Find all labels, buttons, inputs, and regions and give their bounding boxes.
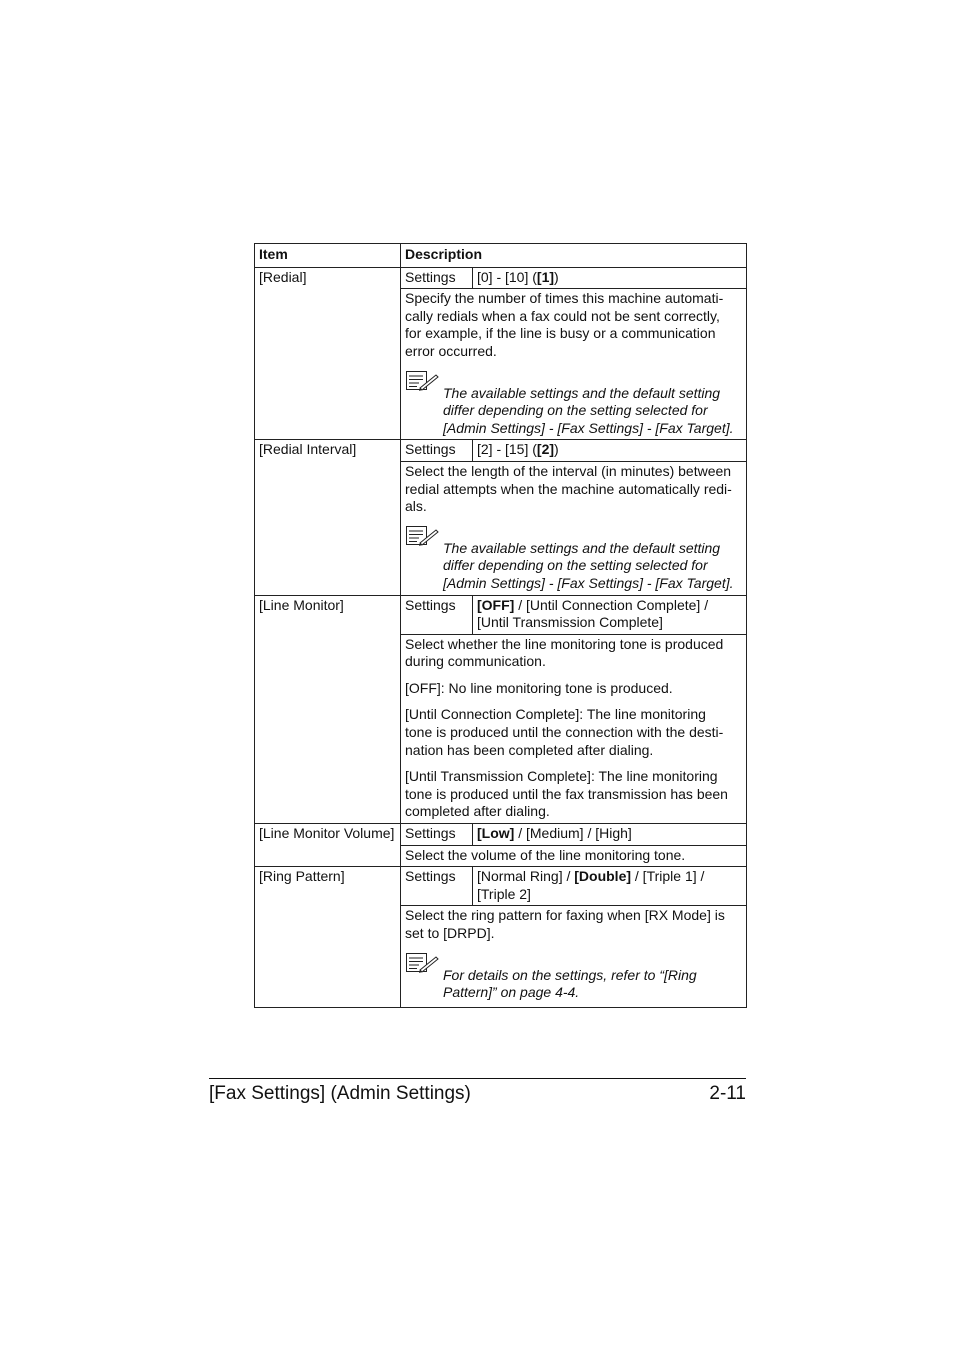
settings-label: Settings <box>401 595 473 634</box>
table-row <box>255 824 747 846</box>
description-text: Select whether the line monitoring tone is produced during communication. <box>405 635 724 670</box>
note-pencil-icon <box>405 952 443 974</box>
note-text: The available settings and the default setting differ depending on the setting selected for [Admin Settings] - [Fax Settings] - [Fax Target]. <box>443 539 734 591</box>
description-text: Select the volume of the line monitoring tone. <box>405 846 686 863</box>
item-name-redial: [Redial] <box>255 267 401 440</box>
description-cell <box>401 634 747 823</box>
note <box>405 370 742 438</box>
settings-table <box>254 243 747 1008</box>
note-pencil-icon <box>405 525 443 547</box>
item-name-redial-interval: [Redial Interval] <box>255 440 401 595</box>
description-cell <box>401 461 747 595</box>
description-cell <box>401 289 747 440</box>
item-name-line-monitor-volume: [Line Monitor Volume] <box>255 824 401 867</box>
settings-value: [2] - [15] ([2]) <box>473 440 747 462</box>
item-name-line-monitor: [Line Monitor] <box>255 595 401 824</box>
description-cell <box>401 845 747 867</box>
note <box>405 525 742 593</box>
settings-value: [Low] / [Medium] / [High] <box>473 824 747 846</box>
footer-section-title: [Fax Settings] (Admin Settings) <box>209 1083 471 1104</box>
table-row <box>255 595 747 634</box>
description-cell <box>401 906 747 1007</box>
table-header-row <box>255 244 747 268</box>
description-text: [Until Connection Complete]: The line monitoring tone is produced until the connection with the desti- nation has been completed after dialing. <box>405 706 724 758</box>
footer-page-number: 2-11 <box>709 1083 746 1104</box>
item-name-ring-pattern: [Ring Pattern] <box>255 867 401 1008</box>
column-header-description: Description <box>401 244 747 268</box>
description-text: Specify the number of times this machine automati- cally redials when a fax could not be sent correctly, for example, if the line is busy or a communication error occurred. <box>405 290 724 359</box>
table-row <box>255 440 747 462</box>
table-row <box>255 267 747 289</box>
description-text: [OFF]: No line monitoring tone is produced. <box>405 679 673 696</box>
settings-label: Settings <box>401 824 473 846</box>
note-text: The available settings and the default setting differ depending on the setting selected for [Admin Settings] - [Fax Settings] - [Fax Target]. <box>443 384 734 436</box>
table-row <box>255 867 747 906</box>
note <box>405 952 742 1002</box>
note-pencil-icon <box>405 370 443 392</box>
note-text: For details on the settings, refer to “[Ring Pattern]” on page 4-4. <box>443 966 697 1001</box>
column-header-item: Item <box>255 244 401 268</box>
settings-label: Settings <box>401 867 473 906</box>
description-text: [Until Transmission Complete]: The line monitoring tone is produced until the fax transmission has been completed after dialing. <box>405 768 728 820</box>
settings-label: Settings <box>401 267 473 289</box>
footer-divider <box>209 1078 746 1079</box>
description-text: Select the length of the interval (in minutes) between redial attempts when the machine automatically redi- als. <box>405 462 732 515</box>
settings-value: [OFF] / [Until Connection Complete] / [Until Transmission Complete] <box>473 595 747 634</box>
settings-value: [Normal Ring] / [Double] / [Triple 1] / [Triple 2] <box>473 867 747 906</box>
settings-label: Settings <box>401 440 473 462</box>
settings-value: [0] - [10] ([1]) <box>473 267 747 289</box>
description-text: Select the ring pattern for faxing when [RX Mode] is set to [DRPD]. <box>405 907 725 941</box>
